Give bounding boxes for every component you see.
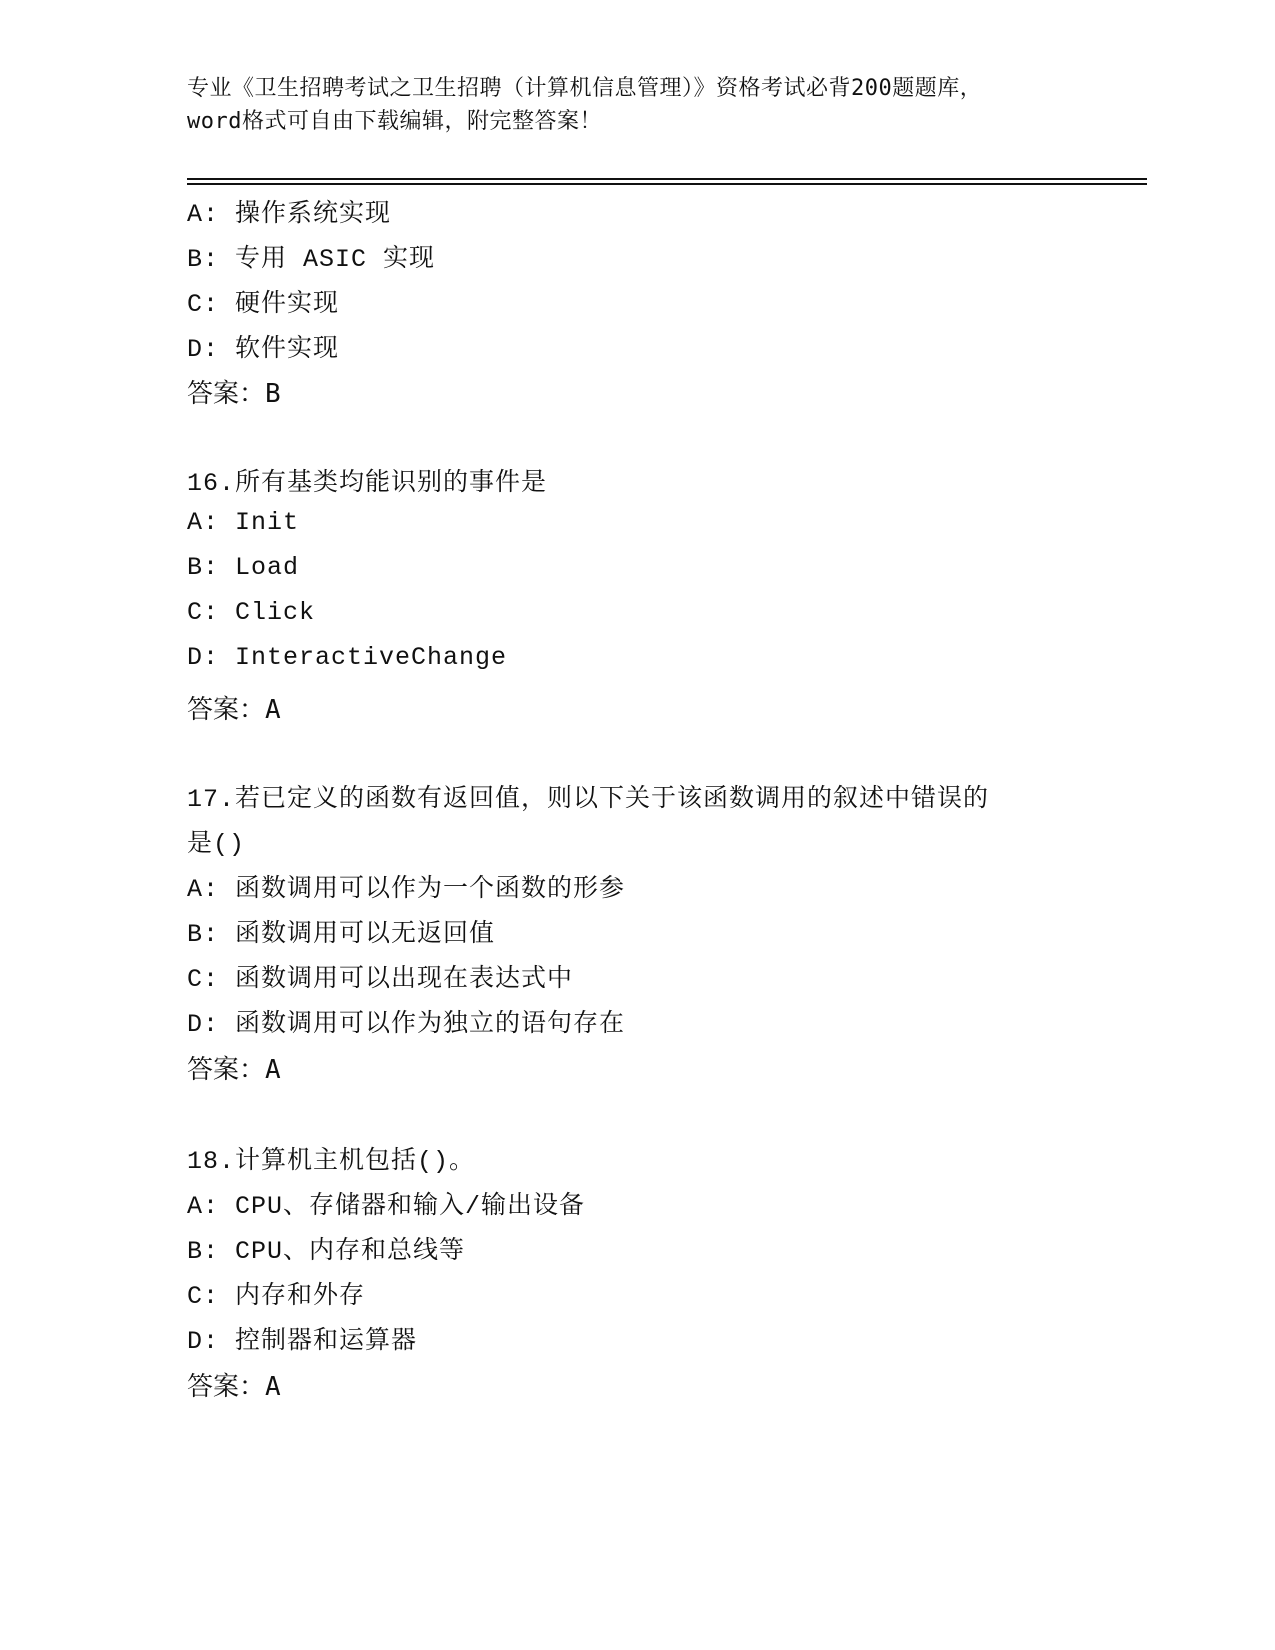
header-line-2: word格式可自由下载编辑，附完整答案！: [187, 109, 602, 134]
document-header: [187, 72, 1087, 138]
header-divider-bottom: [187, 183, 1147, 185]
q16-option-d: D: InteractiveChange: [187, 643, 508, 672]
q15-option-b: B: 专用 ASIC 实现: [187, 245, 436, 274]
header-line-1: 专业《卫生招聘考试之卫生招聘（计算机信息管理）》资格考试必背200题题库，: [187, 76, 983, 101]
q16-option-b: B: Load: [187, 553, 300, 582]
q18-answer: 答案：A: [187, 1372, 281, 1402]
q17-stem-line-1: 17.若已定义的函数有返回值，则以下关于该函数调用的叙述中错误的: [187, 785, 990, 814]
q18-option-b: B: CPU、内存和总线等: [187, 1237, 466, 1266]
q18-option-c: C: 内存和外存: [187, 1282, 366, 1311]
q16-option-c: C: Click: [187, 598, 316, 627]
q16-option-a: A: Init: [187, 508, 300, 537]
q18-stem: 18.计算机主机包括()。: [187, 1147, 476, 1176]
q17-option-a: A: 函数调用可以作为一个函数的形参: [187, 875, 626, 904]
q18-option-d: D: 控制器和运算器: [187, 1327, 418, 1356]
header-divider-top: [187, 178, 1147, 180]
q17-option-c: C: 函数调用可以出现在表达式中: [187, 965, 574, 994]
q16-stem: 16.所有基类均能识别的事件是: [187, 469, 548, 498]
q15-option-d: D: 软件实现: [187, 335, 340, 364]
q17-stem-line-2: 是(): [187, 830, 246, 859]
q15-answer: 答案：B: [187, 379, 281, 409]
q15-option-c: C: 硬件实现: [187, 290, 340, 319]
q17-option-d: D: 函数调用可以作为独立的语句存在: [187, 1010, 626, 1039]
q16-answer: 答案：A: [187, 695, 281, 725]
q17-answer: 答案：A: [187, 1055, 281, 1085]
q17-option-b: B: 函数调用可以无返回值: [187, 920, 496, 949]
q15-option-a: A: 操作系统实现: [187, 200, 392, 229]
q18-option-a: A: CPU、存储器和输入/输出设备: [187, 1192, 586, 1221]
